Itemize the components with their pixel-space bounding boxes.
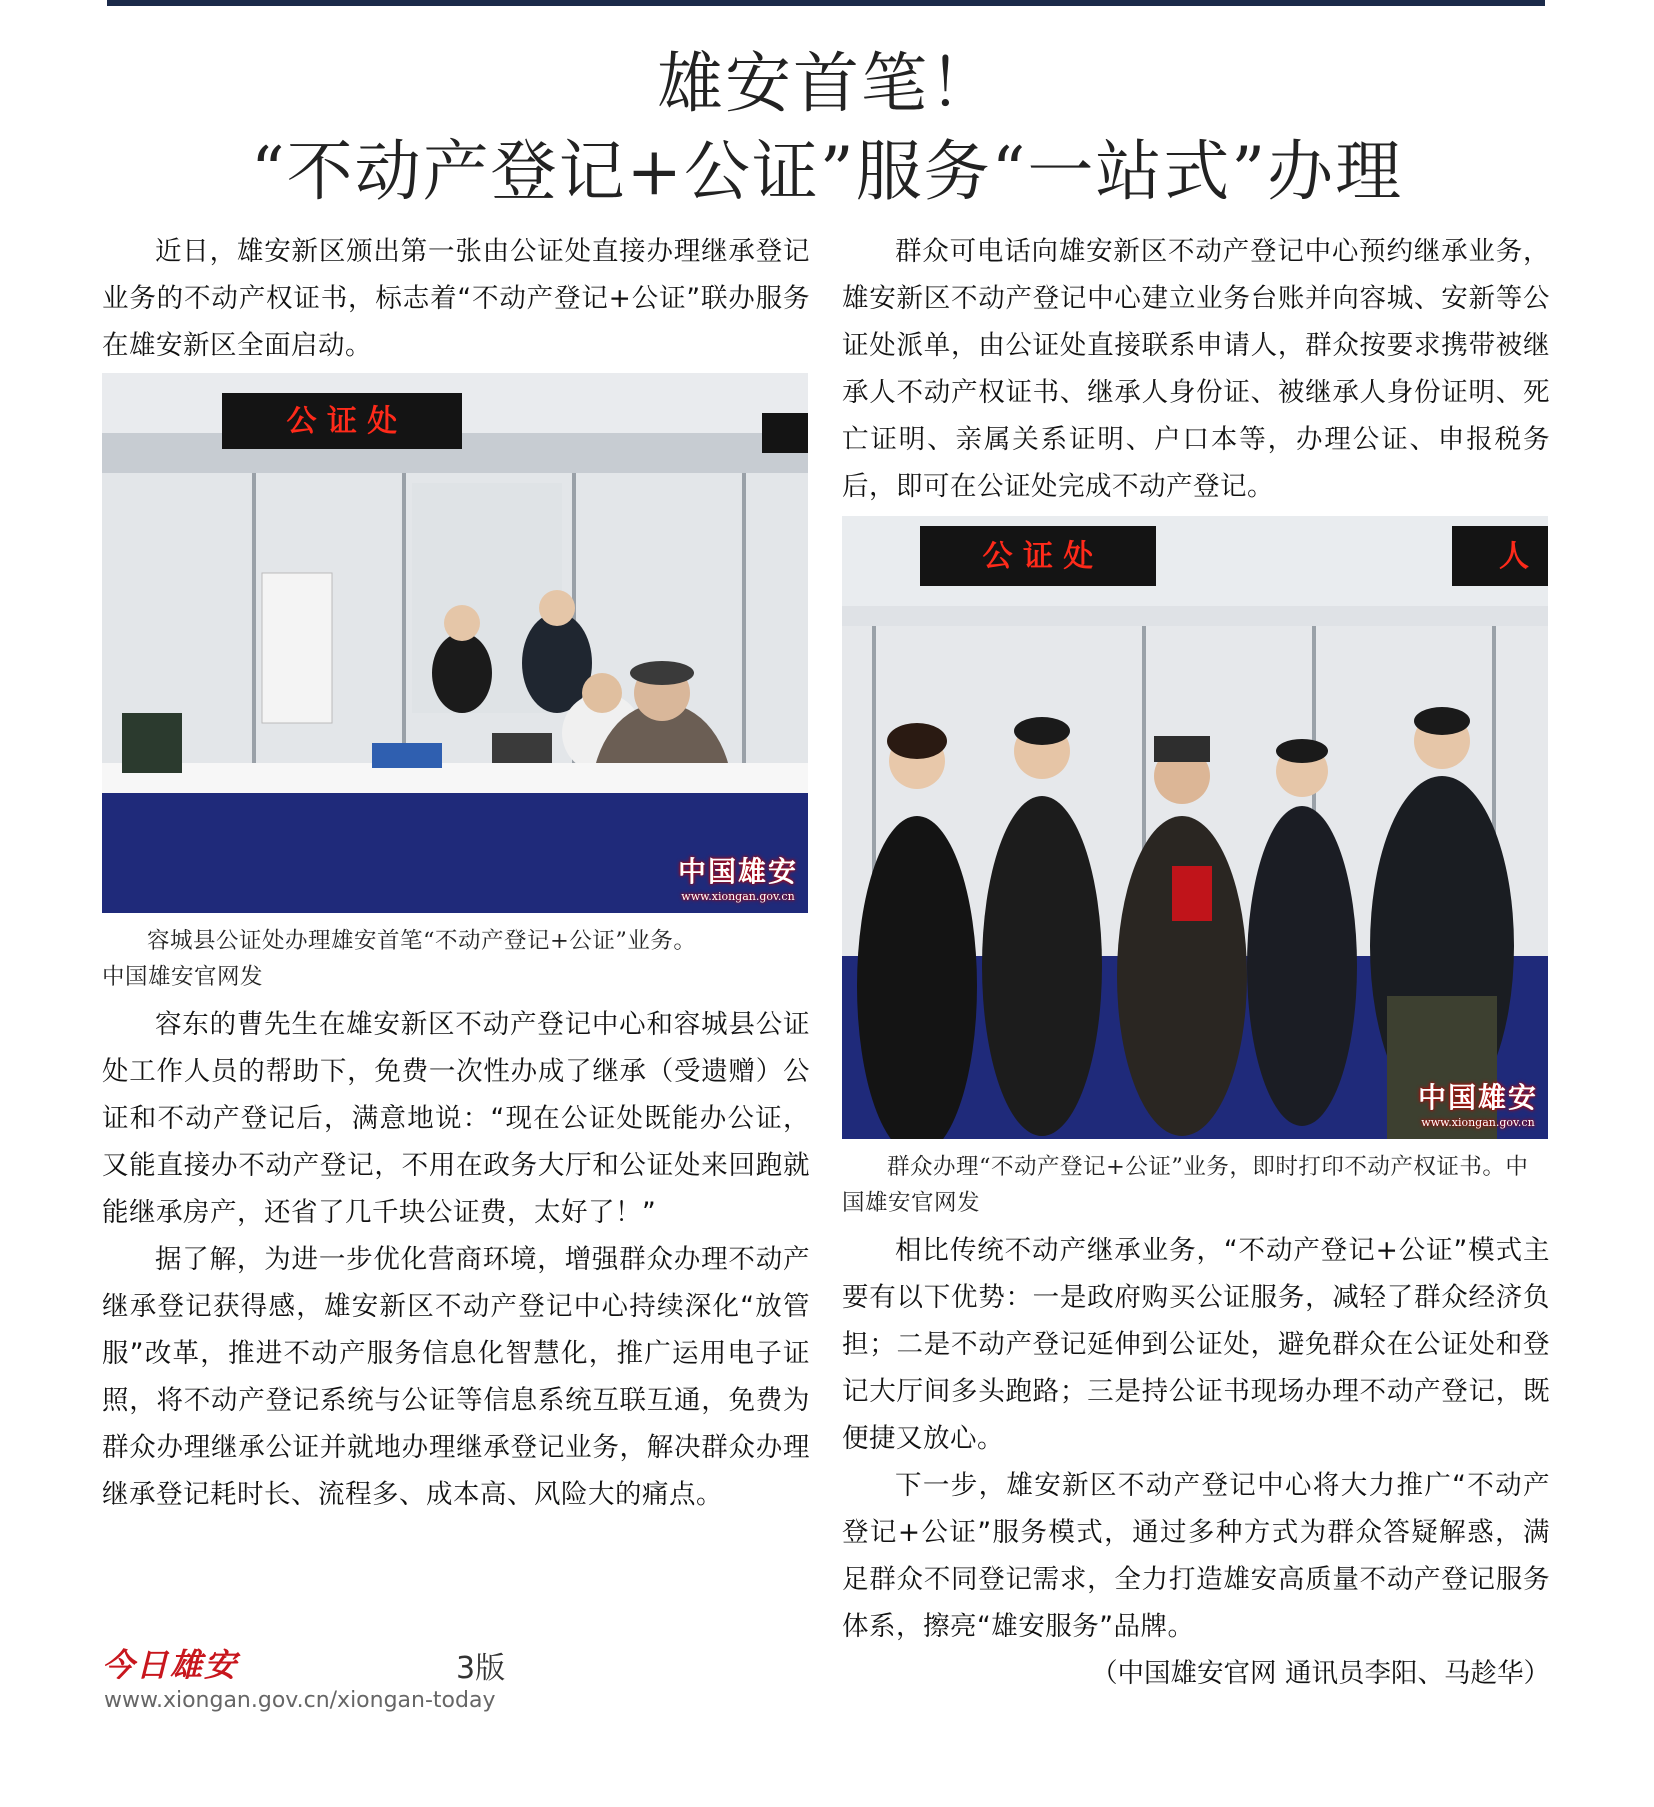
- photo-notary-counter-illustration: [102, 373, 808, 913]
- right-column: [842, 228, 1550, 1697]
- photo-group-illustration: [842, 516, 1548, 1139]
- photo2-sign-text: 公 证 处: [982, 539, 1094, 574]
- left-paragraph-1: 近日，雄安新区颁出第一张由公证处直接办理继承登记业务的不动产权证书，标志着“不动产登记+公证”联办服务在雄安新区全面启动。: [102, 236, 810, 361]
- photo-notary-counter: [102, 373, 808, 913]
- photo1-caption-text: 容城县公证处办理雄安首笔“不动产登记+公证”业务。: [147, 928, 697, 954]
- page-number: 3版: [456, 1651, 506, 1686]
- photo-group: [842, 516, 1548, 1139]
- right-paragraph-1: 群众可电话向雄安新区不动产登记中心预约继承业务，雄安新区不动产登记中心建立业务台账并向容城、安新等公证处派单，由公证处直接联系申请人，群众按要求携带被继承人不动产权证书、继承人身份证、被继承人身份证明、死亡证明、亲属关系证明、户口本等，办理公证、申报税务后，即可在公证处完成不动产登记。: [842, 236, 1550, 502]
- headline-line1: 雄安首笔！: [657, 45, 997, 122]
- right-paragraph-3: 下一步，雄安新区不动产登记中心将大力推广“不动产登记+公证”服务模式，通过多种方式为群众答疑解惑，满足群众不同登记需求，全力打造雄安高质量不动产登记服务体系，擦亮“雄安服务”品牌。: [842, 1470, 1550, 1642]
- footer-url-link[interactable]: www.xiongan.gov.cn/xiongan-today: [104, 1688, 496, 1713]
- headline-line2: “不动产登记+公证”服务“一站式”办理: [250, 133, 1404, 210]
- photo1-caption-credit: 中国雄安官网发: [102, 964, 264, 990]
- photo1-caption: [102, 923, 810, 995]
- footer-logo: 今日雄安: [102, 1646, 239, 1684]
- left-paragraph-3: 据了解，为进一步优化营商环境，增强群众办理不动产继承登记获得感，雄安新区不动产登记中心持续深化“放管服”改革，推进不动产服务信息化智慧化，推广运用电子证照，将不动产登记系统与公证等信息系统互联互通，免费为群众办理继承公证并就地办理继承登记业务，解决群众办理继承登记耗时长、流程多、成本高、风险大的痛点。: [102, 1244, 810, 1510]
- photo2-sign-text-2: 人: [1499, 539, 1529, 574]
- top-bar: [107, 0, 1545, 6]
- byline: （中国雄安官网 通讯员李阳、马趁华）: [1091, 1658, 1550, 1689]
- photo1-watermark: 中国雄安 www.xiongan.gov.cn: [677, 855, 798, 903]
- right-paragraph-2: 相比传统不动产继承业务，“不动产登记+公证”模式主要有以下优势：一是政府购买公证服务，减轻了群众经济负担；二是不动产登记延伸到公证处，避免群众在公证处和登记大厅间多头跑路；三是持公证书现场办理不动产登记，既便捷又放心。: [842, 1235, 1550, 1454]
- left-paragraph-2: 容东的曹先生在雄安新区不动产登记中心和容城县公证处工作人员的帮助下，免费一次性办成了继承（受遗赠）公证和不动产登记后，满意地说：“现在公证处既能办公证，又能直接办不动产登记，不用在政务大厅和公证处来回跑就能继承房产，还省了几千块公证费，太好了！”: [102, 1009, 810, 1228]
- photo2-caption: 群众办理“不动产登记+公证”业务，即时打印不动产权证书。中国雄安官网发: [842, 1154, 1529, 1216]
- photo2-watermark: 中国雄安 www.xiongan.gov.cn: [1417, 1081, 1538, 1129]
- photo1-sign-text: 公 证 处: [286, 404, 398, 439]
- left-column: [102, 228, 810, 1518]
